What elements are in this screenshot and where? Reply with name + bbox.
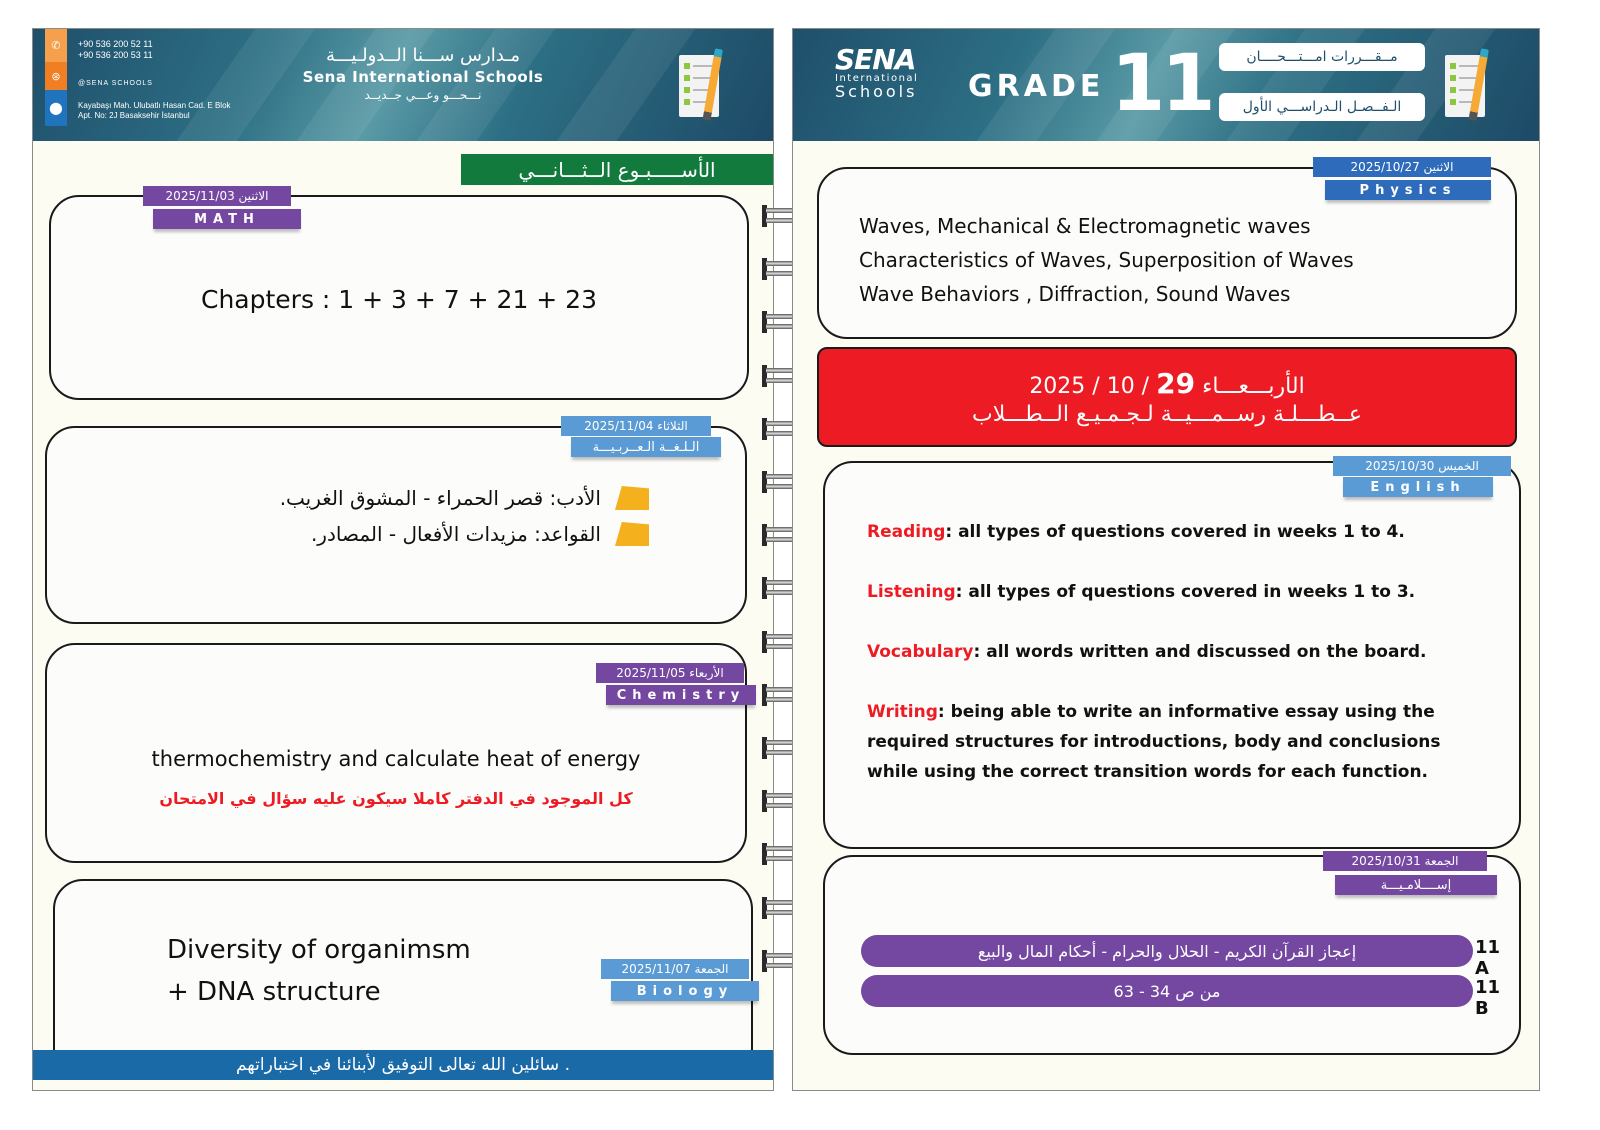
english-date-tag: الخميس 2025/10/30: [1333, 456, 1511, 476]
holiday-banner: [817, 347, 1517, 447]
arabic-item-text: الأدب: قصر الحمراء - المشوق الغريب.: [279, 486, 601, 510]
list-item: [109, 486, 649, 510]
left-page: [32, 28, 774, 1091]
english-item: [867, 697, 1487, 787]
phone-icon: ✆: [45, 29, 67, 62]
english-item-key: Listening: [867, 582, 956, 602]
address-line: Apt. No: 2J Basaksehir İstanbul: [78, 111, 190, 120]
islamic-subject-tag: إســــلامـيـــة: [1335, 875, 1497, 895]
location-icon: ⬤: [45, 90, 67, 126]
islamic-date-tag: الجمعة 2025/10/31: [1323, 851, 1487, 871]
checklist-notepad-icon: [679, 49, 727, 121]
arabic-item-text: القواعد: مزيدات الأفعال - المصادر.: [310, 522, 601, 546]
english-card: [823, 461, 1521, 849]
phone-number: +90 536 200 53 11: [78, 50, 153, 60]
physics-date-tag: الاثنين 2025/10/27: [1313, 157, 1491, 177]
english-item-text: : all types of questions covered in weeks 1 to 3.: [955, 582, 1416, 602]
english-item-key: Writing: [867, 702, 938, 722]
english-item: [867, 517, 1487, 547]
chemistry-content: thermochemistry and calculate heat of energy: [151, 747, 641, 771]
math-content: Chapters : 1 + 3 + 7 + 21 + 23: [201, 285, 597, 314]
semester-label: الـفــصـل الـدراســـي الأول: [1219, 93, 1425, 121]
biology-card: [53, 879, 753, 1079]
logo-main: SENA: [835, 43, 916, 76]
logo-sub: International: [835, 73, 919, 84]
holiday-date-rest: 2025 / 10 /: [1029, 374, 1150, 399]
grade-number: 11: [1111, 39, 1212, 129]
footer-banner: سائلين الله تعالى التوفيق لأبنائنا في اختباراتهم .: [33, 1050, 773, 1080]
english-item-text: : all words written and discussed on the board.: [973, 642, 1427, 662]
checklist-notepad-icon: [1445, 49, 1493, 121]
biology-content: [167, 929, 471, 1013]
address-line: Kayabaşı Mah. Ulubatlı Hasan Cad. E Blok: [78, 101, 231, 110]
right-header: [793, 29, 1539, 141]
right-page: [792, 28, 1540, 1091]
physics-line: Wave Behaviors , Diffraction, Sound Waves: [859, 282, 1291, 306]
islamic-row-content: من ص 34 - 63: [861, 975, 1473, 1007]
grade-label: GRADE: [968, 69, 1105, 104]
english-item-key: Vocabulary: [867, 642, 974, 662]
holiday-weekday: الأربـــعـــاء: [1202, 374, 1305, 399]
math-subject-tag: MATH: [153, 209, 301, 229]
chemistry-date-tag: الأربعاء 2025/11/05: [596, 663, 744, 683]
school-slogan: نـــحـــو وعـــي جــديــد: [364, 88, 482, 102]
biology-line: Diversity of organimsm: [167, 935, 471, 965]
school-name-english: Sena International Schools: [302, 68, 544, 86]
holiday-date-day: 29: [1156, 367, 1196, 400]
class-label: 11 A: [1475, 937, 1501, 979]
physics-line: Characteristics of Waves, Superposition of Waves: [859, 248, 1354, 272]
english-subject-tag: English: [1343, 477, 1493, 497]
physics-content: [859, 209, 1354, 311]
exam-syllabus-label: مــقـــررات امـــتـــحــــان: [1219, 43, 1425, 71]
biology-line: + DNA structure: [167, 977, 381, 1007]
chemistry-subject-tag: Chemistry: [606, 685, 756, 705]
social-handle: @SENA SCHOOLS: [78, 80, 153, 87]
logo-sub: Schools: [835, 82, 918, 101]
week-banner: الأســـــبـوع الــثـــانـــي: [461, 154, 773, 185]
english-item-text: : being able to write an informative essay using the required structures for introductions, body and conclusions while using the correct transition words for each function.: [867, 702, 1441, 782]
english-item-text: : all types of questions covered in weeks 1 to 4.: [945, 522, 1405, 542]
web-icon: ⊛: [45, 62, 67, 90]
arabic-list: [109, 486, 649, 546]
islamic-row-content: إعجاز القرآن الكريم - الحلال والحرام - أحكام المال والبيع: [861, 935, 1473, 967]
arabic-subject-tag: الـلـغــة الـعــربـيـــة: [571, 437, 721, 457]
bullet-icon: [615, 522, 649, 546]
physics-line: Waves, Mechanical & Electromagnetic waves: [859, 214, 1311, 238]
english-item: [867, 637, 1487, 667]
physics-subject-tag: Physics: [1325, 180, 1491, 200]
biology-date-tag: الجمعة 2025/11/07: [601, 959, 749, 979]
english-item: [867, 577, 1487, 607]
bullet-icon: [615, 486, 649, 510]
english-item-key: Reading: [867, 522, 946, 542]
holiday-date: [819, 367, 1515, 400]
holiday-text: عــطـــلـة رســمـــيــة لـجـمـيـع الــطـــلاب: [972, 402, 1362, 427]
list-item: [109, 522, 649, 546]
biology-subject-tag: Biology: [611, 981, 759, 1001]
contact-icon-column: [45, 29, 67, 126]
english-content: [867, 517, 1487, 787]
arabic-date-tag: الثلاثاء 2025/11/04: [561, 416, 711, 436]
chemistry-note: كل الموجود في الدفتر كاملا سيكون عليه سؤال في الامتحان: [159, 789, 633, 808]
math-date-tag: الاثنين 2025/11/03: [143, 186, 291, 206]
class-label: 11 B: [1475, 977, 1501, 1019]
sena-logo: [835, 43, 919, 101]
phone-number: +90 536 200 52 11: [78, 39, 153, 49]
school-name-arabic: مـدارس ســـنا الــدولـيـــة: [325, 45, 521, 66]
left-header: [33, 29, 773, 141]
school-title: [283, 45, 563, 103]
